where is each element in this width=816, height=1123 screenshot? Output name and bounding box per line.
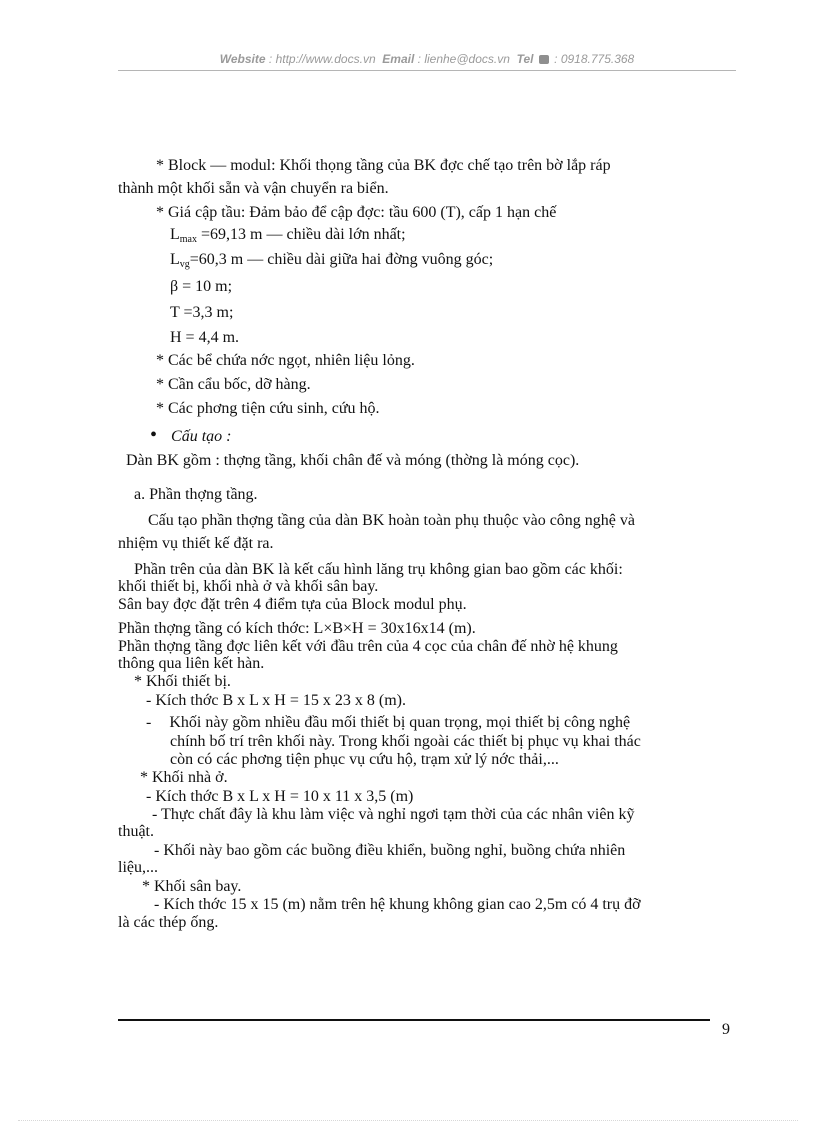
text-line: Dàn BK gồm : thợng tầng, khối chân đế và móng (thờng là móng cọc). [126, 452, 580, 469]
text-line: còn có các phơng tiện phục vụ cứu hộ, trạm xử lý nớc thải,... [170, 751, 559, 768]
footer-rule [118, 1019, 710, 1021]
bullet-icon: • [150, 424, 158, 446]
tel-value: : 0918.775.368 [554, 52, 635, 66]
text-line: Phần thợng tầng có kích thớc: L×B×H = 30x16x14 (m). [118, 620, 476, 637]
email-value: : lienhe@docs.vn [417, 52, 510, 66]
text-line: khối thiết bị, khối nhà ở và khối sân bay. [118, 578, 379, 595]
bullet-heading: • Cấu tạo : [150, 424, 232, 446]
text-line: liệu,... [118, 859, 158, 876]
text-line: thông qua liên kết hàn. [118, 655, 265, 672]
tel-label: Tel [516, 52, 534, 66]
page-header [118, 52, 736, 70]
text-line: β = 10 m; [170, 278, 233, 295]
text-line: * Các phơng tiện cứu sinh, cứu hộ. [156, 400, 380, 417]
text-line: * Khối nhà ở. [140, 769, 228, 786]
page-number: 9 [722, 1021, 730, 1038]
text-line: * Khối thiết bị. [134, 673, 231, 690]
page-bottom-edge [18, 1120, 798, 1121]
text-line: - Khối này gồm nhiều đầu mối thiết bị quan trọng, mọi thiết bị công nghệ [146, 714, 631, 731]
text-line: Lvg=60,3 m — chiều dài giữa hai đờng vuông góc; [170, 251, 494, 270]
website-label: Website [219, 52, 266, 66]
website-value: : http://www.docs.vn [268, 52, 376, 66]
text-line: nhiệm vụ thiết kế đặt ra. [118, 535, 274, 552]
text-line: Cấu tạo phần thợng tầng của dàn BK hoàn toàn phụ thuộc vào công nghệ và [148, 512, 636, 529]
text-line: * Giá cập tầu: Đảm bảo để cập đợc: tầu 600 (T), cấp 1 hạn chế [156, 204, 557, 221]
text-line: - Kích thớc 15 x 15 (m) nằm trên hệ khung không gian cao 2,5m có 4 trụ đỡ [154, 896, 641, 913]
text-line: thành một khối sẵn và vận chuyển ra biển. [118, 180, 389, 197]
phone-icon [539, 55, 549, 64]
text-line: * Các bể chứa nớc ngọt, nhiên liệu lỏng. [156, 352, 415, 369]
text-line: * Cần cẩu bốc, dỡ hàng. [156, 376, 311, 393]
email-label: Email [382, 52, 415, 66]
section-heading: a. Phần thợng tầng. [134, 486, 258, 503]
text-line: H = 4,4 m. [170, 329, 240, 346]
text-line: Phần thợng tầng đợc liên kết với đầu trên của 4 cọc của chân đế nhờ hệ khung [118, 638, 618, 655]
text-line: T =3,3 m; [170, 304, 234, 321]
text-line: - Thực chất đây là khu làm việc và nghỉ ngơi tạm thời của các nhân viên kỹ [152, 806, 635, 823]
text-line: * Khối sân bay. [142, 878, 242, 895]
text-line: chính bố trí trên khối này. Trong khối ngoài các thiết bị phục vụ khai thác [170, 733, 641, 750]
text-line: - Kích thớc B x L x H = 10 x 11 x 3,5 (m) [146, 788, 414, 805]
text-line: thuật. [118, 823, 154, 840]
text-line: - Khối này bao gồm các buồng điều khiển, buồng nghỉ, buồng chứa nhiên [154, 842, 626, 859]
text-line: * Block — modul: Khối thọng tầng của BK đợc chế tạo trên bờ lắp ráp [156, 157, 611, 174]
text-line: Sân bay đợc đặt trên 4 điểm tựa của Block modul phụ. [118, 596, 467, 613]
text-line: Phần trên của dàn BK là kết cấu hình lăng trụ không gian bao gồm các khối: [134, 561, 623, 578]
header-rule [118, 70, 736, 71]
text-line: Lmax =69,13 m — chiều dài lớn nhất; [170, 226, 406, 245]
text-line: - Kích thớc B x L x H = 15 x 23 x 8 (m). [146, 692, 406, 709]
text-line: là các thép ống. [118, 914, 219, 931]
